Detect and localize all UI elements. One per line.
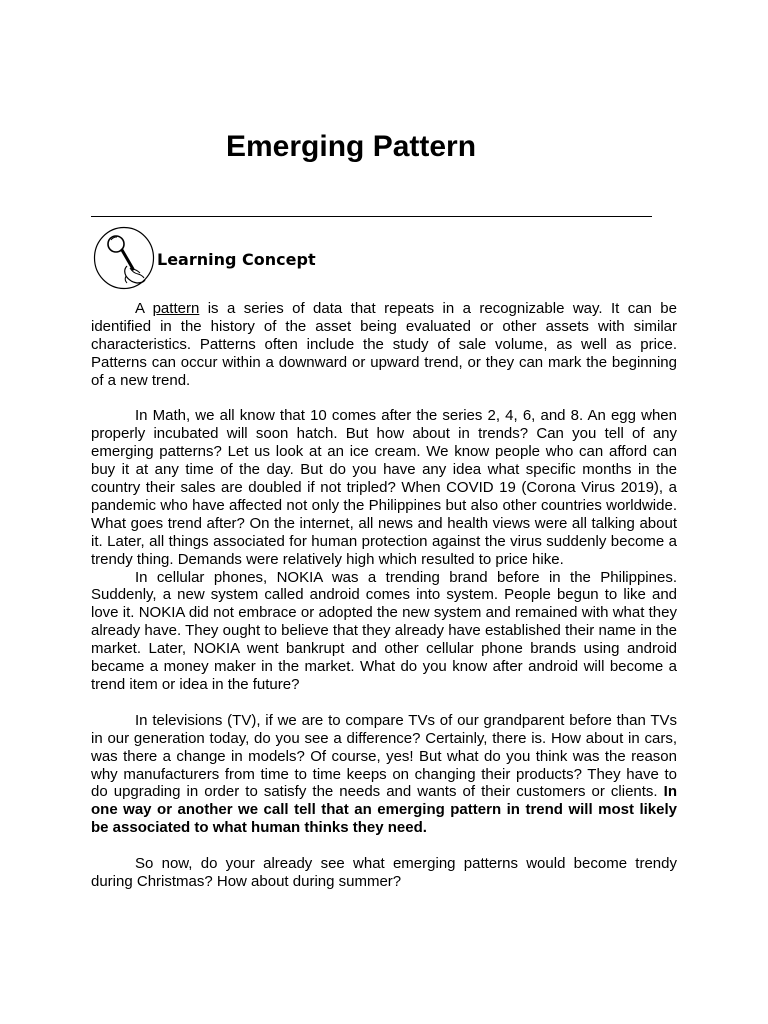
paragraph-2: In Math, we all know that 10 comes after the series 2, 4, 6, and 8. An egg when properly incubated will soon hatch. But how about in trends? Can you tell of any emerging patterns? Let us look at an ice cream. We know people who can afford can buy it at any time of the day. But do you have any idea what specific months in the country their sales are doubled if not tripled? When COVID 19 (Corona Virus 2019), a pandemic who have affected not only the Philippines but also other countries worldwide. What goes trend after? On the internet, all news and health views were all talking about it. Later, all things associated for human protection against the virus suddenly become a trendy thing. Demands were relatively high which resulted to price hike. <box>91 407 677 568</box>
paragraph-4 <box>91 712 677 837</box>
page-title: Emerging Pattern <box>226 130 477 163</box>
paragraph-1 <box>91 300 677 390</box>
body-text <box>91 300 677 891</box>
magnifying-glass-icon <box>93 226 155 290</box>
paragraph-4-emphasis: In one way or another we call tell that an emerging pattern in trend will most likely be associated to what human thinks they need. <box>91 783 677 837</box>
paragraph-1-lead: A <box>135 300 153 317</box>
paragraph-3: In cellular phones, NOKIA was a trending brand before in the Philippines. Suddenly, a new system called android comes into system. People begun to like and love it. NOKIA did not embrace or adopted the new system and remained with what they already have. They ought to believe that they already have established their name in the market. Later, NOKIA went bankrupt and other cellular phone brands using android became a money maker in the market. What do you know after android will become a trend item or idea in the future? <box>91 568 677 694</box>
paragraph-1-text: is a series of data that repeats in a recognizable way. It can be identified in the history of the asset being evaluated or other assets with similar characteristics. Patterns often include the study of sale volume, as well as price. Patterns can occur within a downward or upward trend, or they can mark the beginning of a new trend. <box>91 300 677 389</box>
paragraph-5: So now, do your already see what emerging patterns would become trendy during Christmas? How about during summer? <box>91 855 677 890</box>
title-divider <box>91 216 652 217</box>
term-pattern: pattern <box>152 300 200 317</box>
paragraph-4-text: In televisions (TV), if we are to compare TVs of our grandparent before than TVs in our generation today, do you see a difference? Certainly, there is. How about in cars, was there a change in models? Of course, yes! But what do you think was the reason why manufacturers from time to time keeps on changing their products? They have to do upgrading in order to satisfy the needs and wants of their customers or clients. <box>91 711 677 801</box>
section-heading: Learning Concept <box>157 250 316 269</box>
